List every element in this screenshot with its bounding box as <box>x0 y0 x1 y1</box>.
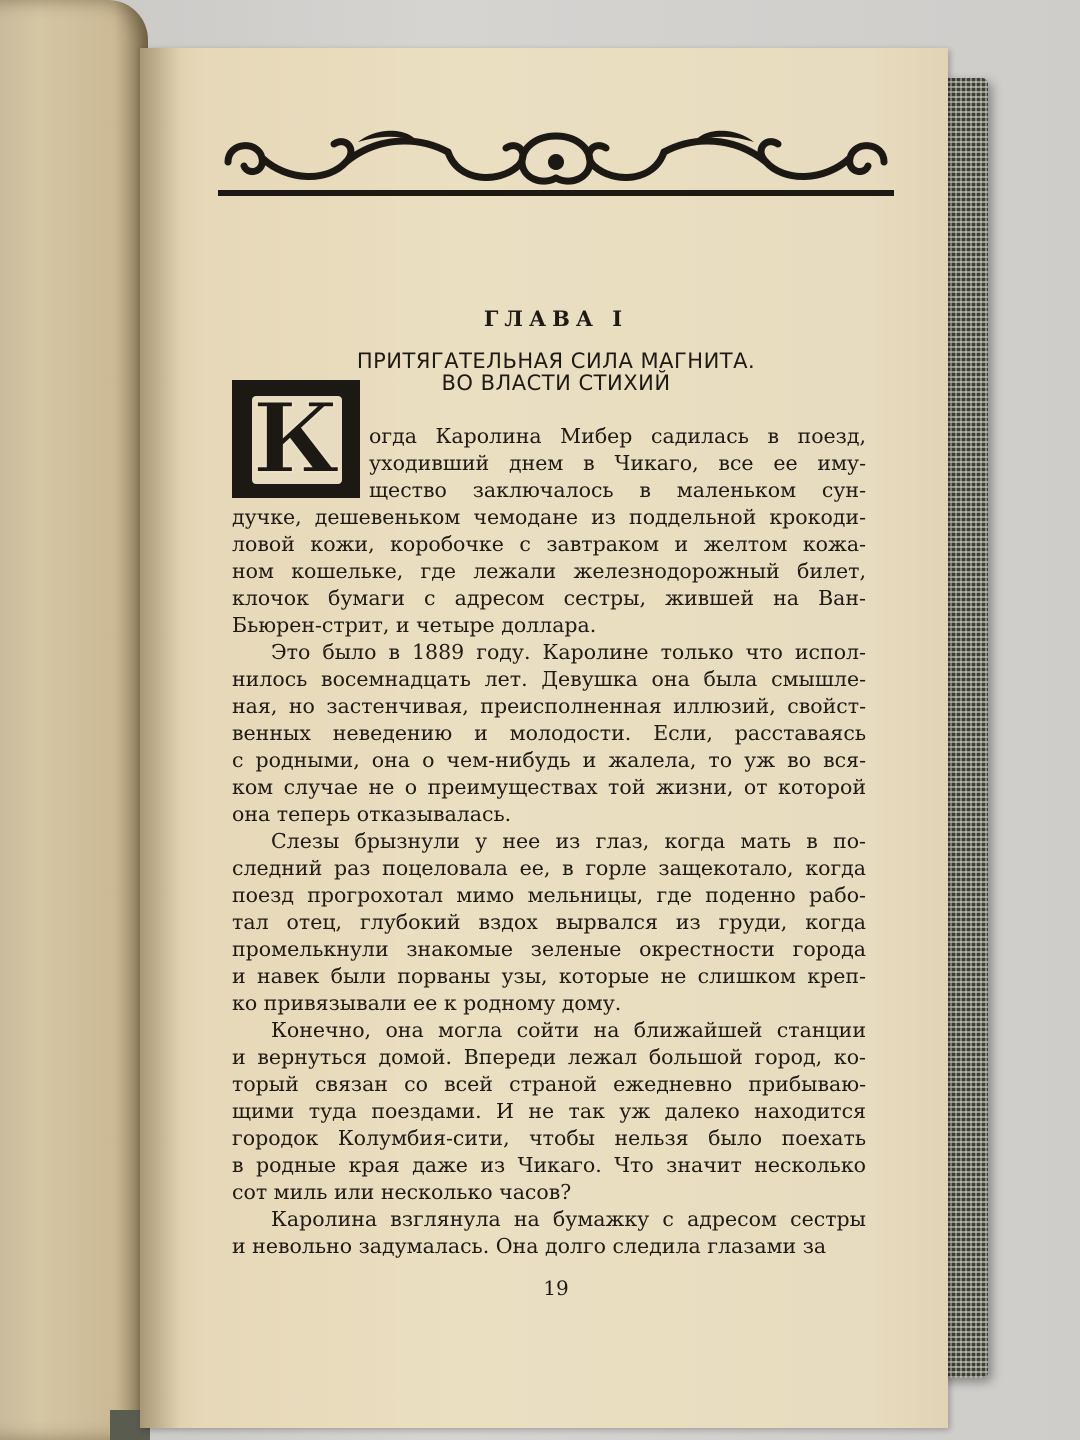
text-line: Это было в 1889 году. Каролине только что испол- <box>271 640 866 664</box>
text-line: Слезы брызнули у нее из глаз, когда мать в по- <box>271 829 866 853</box>
text-line: ном кошельке, где лежали железнодорожный билет, <box>232 559 867 583</box>
text-line: ная, но застенчивая, преисполненная иллюзий, свойст- <box>232 694 866 718</box>
left-page <box>0 0 148 1440</box>
chapter-title-line-2: ВО ВЛАСТИ СТИХИЙ <box>441 371 671 395</box>
chapter-title-line-1: ПРИТЯГАТЕЛЬНАЯ СИЛА МАГНИТА. <box>356 349 756 373</box>
text-line: щество заключалось в маленьком сун- <box>369 478 866 502</box>
text-line: промелькнули знакомые зеленые окрестности города <box>232 937 866 961</box>
text-line: с родными, она о чем-нибудь и жалела, то уж во вся- <box>232 748 867 772</box>
text-line: Бьюрен-стрит, и четыре доллара. <box>232 613 597 637</box>
text-line: сот миль или несколько часов? <box>232 1180 572 1204</box>
text-line: ко привязывали ее к родному дому. <box>232 991 622 1015</box>
text-line: и вернуться домой. Впереди лежал большой город, ко- <box>232 1045 866 1069</box>
text-line: в родные края даже из Чикаго. Что значит несколько <box>232 1153 866 1177</box>
text-line: городок Колумбия-сити, чтобы нельзя было поехать <box>232 1126 867 1150</box>
text-line: и навек были порваны узы, которые не слишком креп- <box>232 964 866 988</box>
text-line: нилось восемнадцать лет. Девушка она была смышле- <box>232 667 867 691</box>
gutter-shadow <box>140 48 180 1428</box>
text-line: венных неведению и молодости. Если, расставаясь <box>232 721 866 745</box>
chapter-label: ГЛАВА I <box>483 306 629 331</box>
text-line: тал отец, глубокий вздох вырвался из груди, когда <box>232 910 866 934</box>
text-line: она теперь отказывалась. <box>232 802 512 826</box>
text-line: поезд прогрохотал мимо мельницы, где поденно рабо- <box>232 883 866 907</box>
text-line: клочок бумаги с адресом сестры, жившей на Ван- <box>232 586 866 610</box>
text-line: ловой кожи, коробочке с завтраком и желтом кожа- <box>232 532 866 556</box>
text-line: торый связан со всей страной ежедневно прибываю- <box>232 1072 867 1096</box>
text-line: огда Каролина Мибер садилась в поезд, <box>369 424 867 448</box>
text-line: уходивший днем в Чикаго, все ее иму- <box>369 451 867 475</box>
text-line: Конечно, она могла сойти на ближайшей станции <box>271 1018 866 1042</box>
text-line: и невольно задумалась. Она долго следила глазами за <box>232 1234 827 1258</box>
page-number: 19 <box>543 1276 569 1300</box>
text-line: ком случае не о преимуществах той жизни, от которой <box>232 775 866 799</box>
text-line: Каролина взглянула на бумажку с адресом сестры <box>271 1207 866 1231</box>
text-line: дучке, дешевеньком чемодане из поддельной крокоди- <box>232 505 867 529</box>
text-line: щими туда поездами. И не так уж далеко находится <box>232 1099 866 1123</box>
dropcap-letter: К <box>252 382 340 495</box>
text-line: следний раз поцеловала ее, в горле защекотало, когда <box>232 856 867 880</box>
chapter-ornament <box>218 122 894 198</box>
